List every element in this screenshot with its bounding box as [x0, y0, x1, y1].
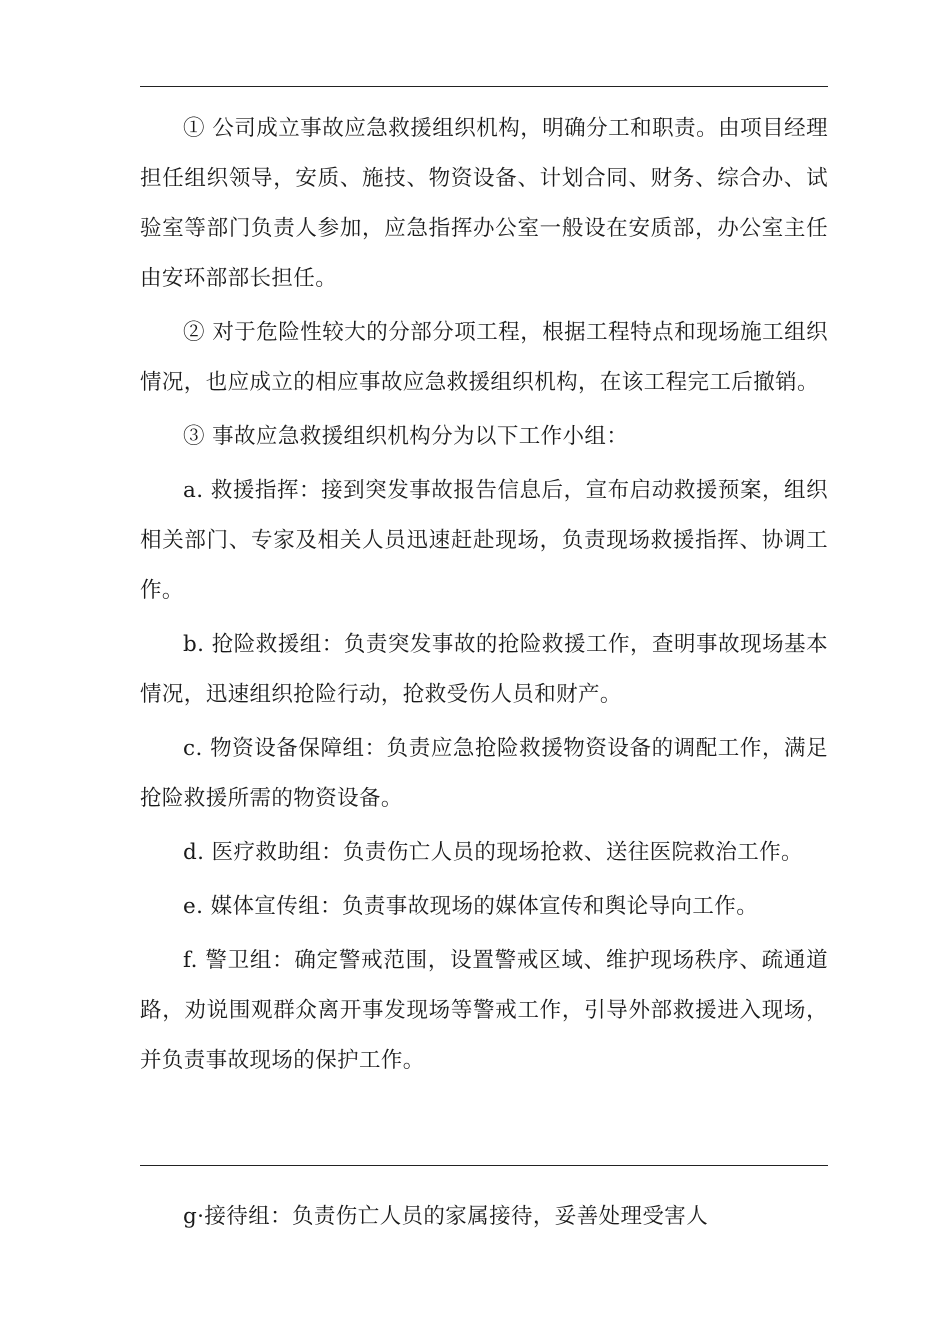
paragraph-e: e. 媒体宣传组：负责事故现场的媒体宣传和舆论导向工作。 [183, 894, 759, 919]
paragraph-2: ② 对于危险性较大的分部分项工程，根据工程特点和现场施工组织情况，也应成立的相应事故应急救援组织机构，在该工程完工后撤销。 [140, 320, 828, 395]
paragraph-d: d. 医疗救助组：负责伤亡人员的现场抢救、送往医院救治工作。 [183, 840, 803, 865]
paragraph-a: a. 救援指挥：接到突发事故报告信息后，宣布启动救援预案，组织相关部门、专家及相关人员迅速赶赴现场，负责现场救援指挥、协调工作。 [140, 478, 828, 603]
paragraph-f: f. 警卫组：确定警戒范围，设置警戒区域、维护现场秩序、疏通道路，劝说围观群众离开事发现场等警戒工作，引导外部救援进入现场，并负责事故现场的保护工作。 [140, 948, 828, 1073]
document-body [140, 104, 828, 1090]
paragraph-c: c. 物资设备保障组：负责应急抢险救援物资设备的调配工作，满足抢险救援所需的物资设备。 [140, 736, 828, 811]
footer-rule [140, 1165, 828, 1166]
paragraph-b: b. 抢险救援组：负责突发事故的抢险救援工作，查明事故现场基本情况，迅速组织抢险行动，抢救受伤人员和财产。 [140, 632, 828, 707]
paragraph-1: ① 公司成立事故应急救援组织机构，明确分工和职责。由项目经理担任组织领导，安质、施技、物资设备、计划合同、财务、综合办、试验室等部门负责人参加，应急指挥办公室一般设在安质部，办公室主任由安环部部长担任。 [140, 116, 828, 291]
paragraph-g-continuation: g·接待组：负责伤亡人员的家属接待，妥善处理受害人 [183, 1204, 709, 1229]
paragraph-3: ③ 事故应急救援组织机构分为以下工作小组： [183, 424, 629, 449]
header-rule [140, 86, 828, 87]
